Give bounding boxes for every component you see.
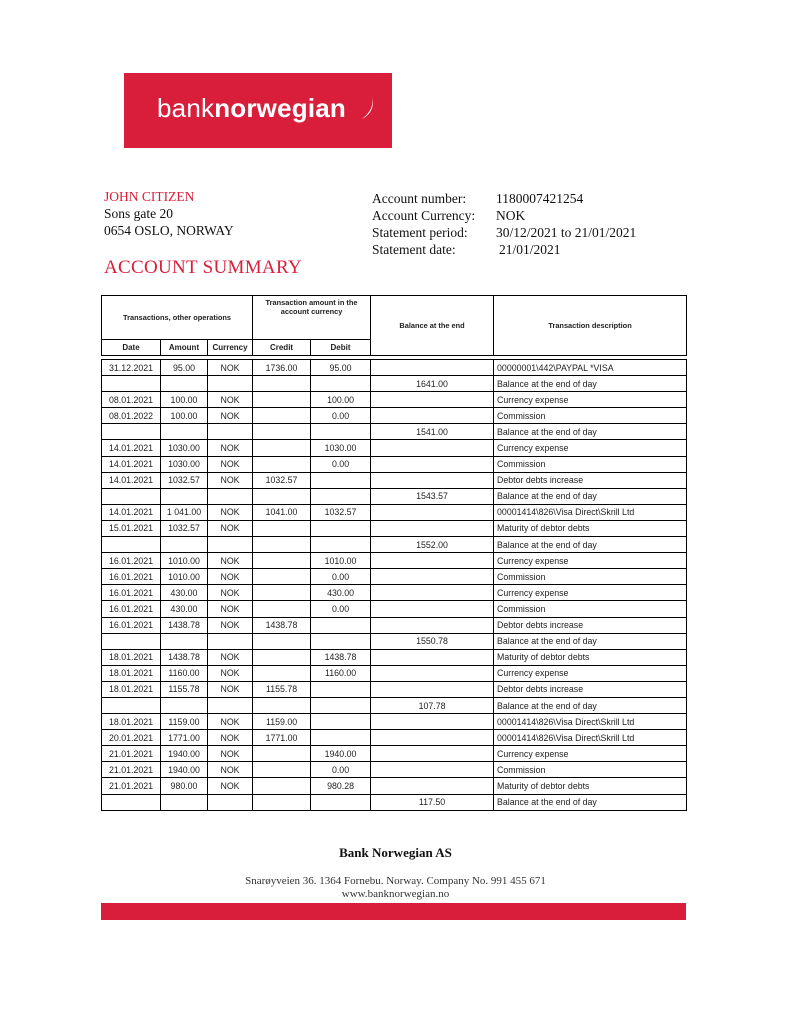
cell-description: Commission [494, 762, 687, 778]
cell-amount [161, 697, 208, 713]
cell-balance: 1550.78 [371, 633, 494, 649]
cell-debit [311, 617, 371, 633]
table-row [102, 649, 687, 665]
cell-currency: NOK [208, 714, 253, 730]
table-row [102, 746, 687, 762]
cell-date: 16.01.2021 [102, 569, 161, 585]
cell-debit: 1160.00 [311, 665, 371, 681]
cell-debit: 95.00 [311, 360, 371, 376]
bank-logo [124, 73, 392, 148]
cell-credit: 1771.00 [253, 730, 311, 746]
table-row [102, 794, 687, 810]
cell-credit [253, 456, 311, 472]
cell-currency: NOK [208, 649, 253, 665]
cell-currency: NOK [208, 392, 253, 408]
table-row [102, 681, 687, 697]
cell-currency [208, 794, 253, 810]
cell-description: Balance at the end of day [494, 488, 687, 504]
cell-credit: 1159.00 [253, 714, 311, 730]
cell-balance: 1543.57 [371, 488, 494, 504]
table-row [102, 617, 687, 633]
cell-date: 14.01.2021 [102, 440, 161, 456]
header-transactions-group: Transactions, other operations [102, 296, 253, 340]
cell-currency: NOK [208, 440, 253, 456]
cell-debit [311, 681, 371, 697]
cell-credit [253, 762, 311, 778]
cell-debit: 980.28 [311, 778, 371, 794]
header-amount: Amount [161, 340, 208, 356]
account-number-value: 1180007421254 [496, 191, 584, 206]
cell-debit: 1032.57 [311, 504, 371, 520]
table-row [102, 601, 687, 617]
cell-debit [311, 537, 371, 553]
cell-balance: 1541.00 [371, 424, 494, 440]
cell-currency [208, 424, 253, 440]
cell-amount: 1010.00 [161, 553, 208, 569]
cell-credit [253, 633, 311, 649]
cell-credit: 1041.00 [253, 504, 311, 520]
cell-currency: NOK [208, 665, 253, 681]
cell-debit: 430.00 [311, 585, 371, 601]
cell-credit [253, 424, 311, 440]
table-row [102, 376, 687, 392]
cell-debit [311, 488, 371, 504]
cell-description: Commission [494, 408, 687, 424]
cell-date: 15.01.2021 [102, 520, 161, 536]
cell-balance [371, 665, 494, 681]
cell-description: Currency expense [494, 665, 687, 681]
cell-credit [253, 488, 311, 504]
cell-date: 21.01.2021 [102, 778, 161, 794]
table-row [102, 714, 687, 730]
header-description: Transaction description [494, 296, 687, 356]
table-row [102, 472, 687, 488]
account-currency-row [372, 207, 636, 224]
cell-currency: NOK [208, 408, 253, 424]
customer-city: 0654 OSLO, NORWAY [104, 223, 234, 238]
cell-amount: 1771.00 [161, 730, 208, 746]
cell-date: 18.01.2021 [102, 665, 161, 681]
table-row [102, 665, 687, 681]
cell-date: 16.01.2021 [102, 617, 161, 633]
cell-currency: NOK [208, 762, 253, 778]
cell-debit [311, 424, 371, 440]
cell-amount: 100.00 [161, 392, 208, 408]
cell-amount: 1 041.00 [161, 504, 208, 520]
cell-currency [208, 488, 253, 504]
table-row [102, 488, 687, 504]
cell-description: Debtor debts increase [494, 472, 687, 488]
cell-description: Maturity of debtor debts [494, 649, 687, 665]
cell-date: 31.12.2021 [102, 360, 161, 376]
table-row [102, 504, 687, 520]
cell-debit: 0.00 [311, 408, 371, 424]
cell-debit: 1010.00 [311, 553, 371, 569]
cell-description: 00000001\442\PAYPAL *VISA [494, 360, 687, 376]
cell-description: Balance at the end of day [494, 424, 687, 440]
cell-currency: NOK [208, 504, 253, 520]
cell-currency: NOK [208, 472, 253, 488]
cell-debit: 0.00 [311, 456, 371, 472]
footer-contact [0, 875, 791, 901]
cell-credit [253, 553, 311, 569]
account-info [372, 190, 636, 258]
cell-date: 14.01.2021 [102, 472, 161, 488]
table-row [102, 633, 687, 649]
cell-credit: 1032.57 [253, 472, 311, 488]
cell-credit [253, 440, 311, 456]
cell-debit: 1438.78 [311, 649, 371, 665]
table-row [102, 537, 687, 553]
cell-currency [208, 633, 253, 649]
cell-amount: 1438.78 [161, 617, 208, 633]
cell-amount: 1940.00 [161, 746, 208, 762]
cell-description: Balance at the end of day [494, 376, 687, 392]
cell-date: 14.01.2021 [102, 504, 161, 520]
cell-amount: 1155.78 [161, 681, 208, 697]
cell-balance [371, 730, 494, 746]
logo-text-light: bank [157, 93, 215, 123]
cell-date: 08.01.2022 [102, 408, 161, 424]
cell-balance [371, 408, 494, 424]
cell-balance [371, 360, 494, 376]
cell-currency: NOK [208, 730, 253, 746]
cell-balance [371, 762, 494, 778]
cell-balance [371, 585, 494, 601]
cell-date: 16.01.2021 [102, 553, 161, 569]
cell-credit [253, 697, 311, 713]
cell-credit [253, 649, 311, 665]
cell-currency: NOK [208, 617, 253, 633]
cell-date: 21.01.2021 [102, 762, 161, 778]
cell-currency: NOK [208, 360, 253, 376]
cell-date [102, 376, 161, 392]
cell-balance [371, 472, 494, 488]
statement-date-label: Statement date: [372, 242, 456, 257]
statement-period-label: Statement period: [372, 225, 468, 240]
account-currency-label: Account Currency: [372, 208, 476, 223]
cell-debit: 100.00 [311, 392, 371, 408]
statement-date-row [372, 241, 636, 258]
cell-balance: 107.78 [371, 697, 494, 713]
cell-balance [371, 504, 494, 520]
cell-credit [253, 665, 311, 681]
cell-balance: 1552.00 [371, 537, 494, 553]
header-balance: Balance at the end [371, 296, 494, 356]
footer-website: www.banknorwegian.no [341, 888, 450, 900]
cell-date [102, 697, 161, 713]
cell-amount: 430.00 [161, 585, 208, 601]
table-row [102, 778, 687, 794]
header-date: Date [102, 340, 161, 356]
cell-date: 14.01.2021 [102, 456, 161, 472]
cell-balance [371, 569, 494, 585]
cell-balance [371, 553, 494, 569]
cell-debit: 0.00 [311, 601, 371, 617]
cell-currency: NOK [208, 569, 253, 585]
cell-debit [311, 472, 371, 488]
cell-debit: 0.00 [311, 569, 371, 585]
cell-amount: 1032.57 [161, 520, 208, 536]
cell-date: 16.01.2021 [102, 601, 161, 617]
table-row [102, 520, 687, 536]
table-row [102, 424, 687, 440]
cell-date [102, 537, 161, 553]
statement-period-value: 30/12/2021 to 21/01/2021 [496, 225, 637, 240]
table-row [102, 697, 687, 713]
cell-debit [311, 633, 371, 649]
cell-balance [371, 440, 494, 456]
cell-description: Commission [494, 456, 687, 472]
cell-currency: NOK [208, 746, 253, 762]
cell-balance [371, 456, 494, 472]
cell-debit: 1030.00 [311, 440, 371, 456]
cell-currency [208, 697, 253, 713]
cell-debit [311, 794, 371, 810]
cell-description: Balance at the end of day [494, 794, 687, 810]
cell-balance [371, 617, 494, 633]
footer-bar [101, 903, 686, 920]
cell-credit [253, 601, 311, 617]
cell-currency: NOK [208, 456, 253, 472]
cell-currency: NOK [208, 585, 253, 601]
cell-amount [161, 488, 208, 504]
cell-credit [253, 392, 311, 408]
cell-amount: 1159.00 [161, 714, 208, 730]
cell-balance: 117.50 [371, 794, 494, 810]
table-row [102, 569, 687, 585]
cell-description: Balance at the end of day [494, 633, 687, 649]
footer-address: Snarøyveien 36. 1364 Fornebu. Norway. Company No. 991 455 671 [245, 875, 546, 887]
cell-description: Currency expense [494, 392, 687, 408]
cell-date: 20.01.2021 [102, 730, 161, 746]
cell-description: Maturity of debtor debts [494, 778, 687, 794]
table-row [102, 360, 687, 376]
cell-credit [253, 569, 311, 585]
cell-balance [371, 681, 494, 697]
cell-amount [161, 424, 208, 440]
cell-balance [371, 649, 494, 665]
cell-balance: 1641.00 [371, 376, 494, 392]
cell-credit [253, 746, 311, 762]
cell-amount: 1030.00 [161, 456, 208, 472]
table-row [102, 456, 687, 472]
cell-debit [311, 697, 371, 713]
cell-amount: 430.00 [161, 601, 208, 617]
cell-balance [371, 392, 494, 408]
cell-currency: NOK [208, 681, 253, 697]
logo-wordmark [157, 93, 346, 124]
cell-debit [311, 520, 371, 536]
cell-description: 00001414\826\Visa Direct\Skrill Ltd [494, 730, 687, 746]
cell-credit [253, 408, 311, 424]
cell-date [102, 488, 161, 504]
cell-date: 08.01.2021 [102, 392, 161, 408]
cell-date: 18.01.2021 [102, 714, 161, 730]
cell-amount: 1030.00 [161, 440, 208, 456]
cell-description: 00001414\826\Visa Direct\Skrill Ltd [494, 504, 687, 520]
cell-currency: NOK [208, 520, 253, 536]
transactions-table [101, 295, 687, 811]
table-row [102, 762, 687, 778]
cell-credit: 1155.78 [253, 681, 311, 697]
table-row [102, 553, 687, 569]
cell-credit [253, 794, 311, 810]
account-number-row [372, 190, 636, 207]
header-currency: Currency [208, 340, 253, 356]
cell-amount: 1010.00 [161, 569, 208, 585]
cell-currency: NOK [208, 601, 253, 617]
cell-date: 18.01.2021 [102, 681, 161, 697]
cell-credit [253, 537, 311, 553]
cell-description: Balance at the end of day [494, 537, 687, 553]
cell-currency: NOK [208, 778, 253, 794]
cell-credit [253, 585, 311, 601]
cell-description: Commission [494, 569, 687, 585]
cell-credit [253, 376, 311, 392]
header-amount-group: Transaction amount in the account currency [253, 296, 371, 340]
cell-description: Currency expense [494, 585, 687, 601]
cell-amount: 1438.78 [161, 649, 208, 665]
cell-amount [161, 794, 208, 810]
cell-debit: 0.00 [311, 762, 371, 778]
account-currency-value: NOK [496, 208, 526, 223]
cell-balance [371, 601, 494, 617]
cell-description: Currency expense [494, 440, 687, 456]
cell-date: 21.01.2021 [102, 746, 161, 762]
table-row [102, 585, 687, 601]
cell-amount: 95.00 [161, 360, 208, 376]
cell-date [102, 633, 161, 649]
cell-currency [208, 537, 253, 553]
cell-balance [371, 520, 494, 536]
customer-street: Sons gate 20 [104, 206, 173, 221]
table-row [102, 730, 687, 746]
cell-description: Commission [494, 601, 687, 617]
cell-description: Debtor debts increase [494, 617, 687, 633]
cell-currency: NOK [208, 553, 253, 569]
cell-description: 00001414\826\Visa Direct\Skrill Ltd [494, 714, 687, 730]
footer-company: Bank Norwegian AS [339, 845, 452, 860]
cell-amount: 1160.00 [161, 665, 208, 681]
cell-debit: 1940.00 [311, 746, 371, 762]
cell-credit: 1736.00 [253, 360, 311, 376]
cell-amount [161, 537, 208, 553]
cell-description: Balance at the end of day [494, 697, 687, 713]
cell-currency [208, 376, 253, 392]
logo-text-bold: norwegian [214, 93, 347, 123]
cell-amount [161, 376, 208, 392]
cell-description: Currency expense [494, 746, 687, 762]
customer-name: JOHN CITIZEN [104, 189, 195, 204]
cell-balance [371, 778, 494, 794]
cell-date [102, 424, 161, 440]
cell-date: 16.01.2021 [102, 585, 161, 601]
cell-balance [371, 746, 494, 762]
header-debit: Debit [311, 340, 371, 356]
cell-description: Maturity of debtor debts [494, 520, 687, 536]
statement-date-value: 21/01/2021 [499, 242, 561, 257]
cell-amount: 100.00 [161, 408, 208, 424]
account-number-label: Account number: [372, 191, 467, 206]
cell-debit [311, 376, 371, 392]
cell-description: Currency expense [494, 553, 687, 569]
cell-date [102, 794, 161, 810]
cell-amount: 980.00 [161, 778, 208, 794]
cell-amount [161, 633, 208, 649]
summary-title: ACCOUNT SUMMARY [104, 257, 302, 278]
customer-address [104, 188, 234, 239]
transactions-body [102, 356, 687, 811]
cell-date: 18.01.2021 [102, 649, 161, 665]
header-credit: Credit [253, 340, 311, 356]
cell-balance [371, 714, 494, 730]
cell-amount: 1032.57 [161, 472, 208, 488]
cell-credit: 1438.78 [253, 617, 311, 633]
cell-credit [253, 778, 311, 794]
table-row [102, 408, 687, 424]
table-row [102, 440, 687, 456]
cell-debit [311, 714, 371, 730]
cell-credit [253, 520, 311, 536]
statement-period-row [372, 224, 636, 241]
cell-debit [311, 730, 371, 746]
logo-swoosh-icon [360, 95, 378, 121]
cell-description: Debtor debts increase [494, 681, 687, 697]
cell-amount: 1940.00 [161, 762, 208, 778]
table-row [102, 392, 687, 408]
